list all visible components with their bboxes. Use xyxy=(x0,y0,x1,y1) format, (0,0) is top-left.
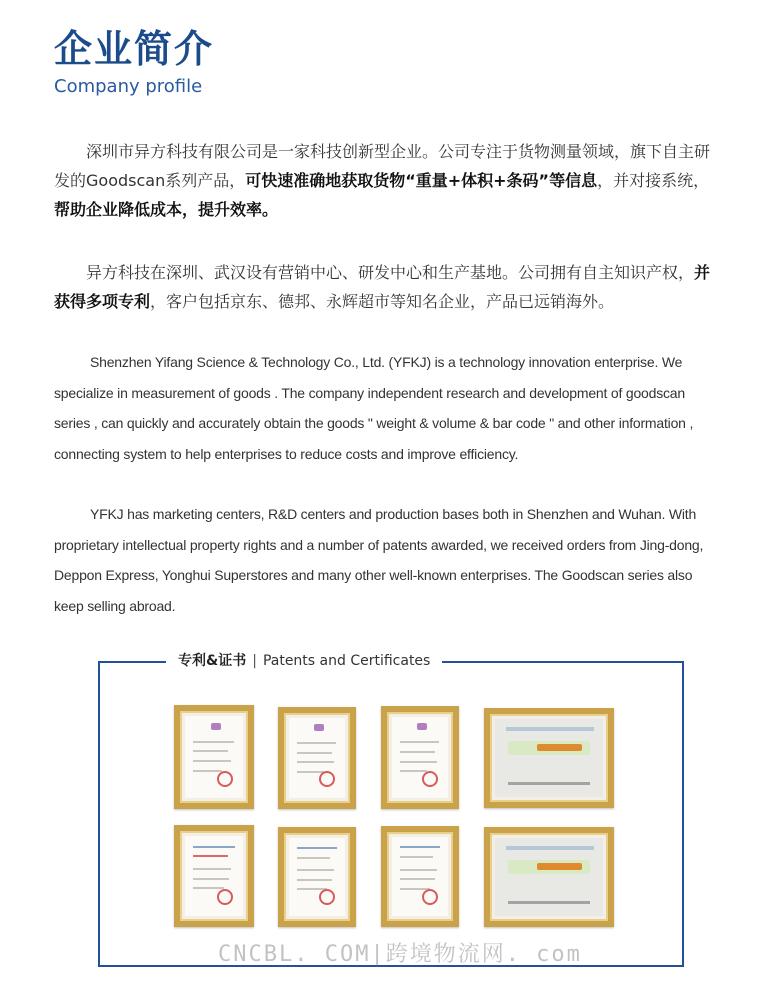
intro-text: 深圳市异方科技有限公司是一家科技创新型企业。公司专注于货物测量领域，旗下自主研发的Goodscan系列产品， xyxy=(54,142,711,190)
award-plaque-image xyxy=(484,827,614,927)
patent-certificate-image xyxy=(278,707,356,809)
intro-text: 异方科技在深圳、武汉设有营销中心、研发中心和生产基地。公司拥有自主知识产权， xyxy=(86,263,695,282)
award-plaque-image xyxy=(484,708,614,808)
intro-highlight: 可快速准确地获取货物“重量+体积+条码”等信息 xyxy=(245,171,598,190)
software-certificate-image xyxy=(381,826,459,927)
intro-text: ，客户包括京东、德邦、永辉超市等知名企业，产品已远销海外。 xyxy=(150,292,615,311)
intro-paragraph-cn-1 xyxy=(54,137,714,224)
software-certificate-image xyxy=(278,827,356,927)
certificates-title xyxy=(166,650,442,672)
intro-highlight: 帮助企业降低成本，提升效率。 xyxy=(54,200,279,219)
intro-paragraph-en-2: YFKJ has marketing centers, R&D centers and production bases both in Shenzhen and Wuhan. With proprietary intellectual property rights and a number of patents awarded, we received orders from Jing-dong, Deppon Express, Yonghui Superstores and many other well-known enterprises. The Goodscan series also keep selling abroad. xyxy=(54,506,704,614)
patent-certificate-image xyxy=(381,706,459,809)
intro-paragraph-en-1: Shenzhen Yifang Science & Technology Co., Ltd. (YFKJ) is a technology innovation enterprise. We specialize in measurement of goods . The company independent research and development of goodscan series , can quickly and accurately obtain the goods " weight & volume & bar code " and other information , connecting system to help enterprises to reduce costs and improve efficiency. xyxy=(54,354,694,462)
intro-text: ，并对接系统， xyxy=(597,171,710,190)
intro-paragraph-cn-2 xyxy=(54,258,714,316)
intro-highlight: 并获得多项专利 xyxy=(54,263,711,311)
software-certificate-image xyxy=(174,825,254,927)
certificates-title-en: Patents and Certificates xyxy=(262,653,431,669)
patent-certificate-image xyxy=(174,705,254,809)
certificates-title-cn: 专利&证书 xyxy=(178,653,247,669)
certificates-title-separator: | xyxy=(252,653,257,669)
page-subtitle: Company profile xyxy=(54,76,203,97)
watermark: CNCBL. COM|跨境物流网. com xyxy=(218,942,582,967)
page-title: 企业简介 xyxy=(54,27,215,71)
